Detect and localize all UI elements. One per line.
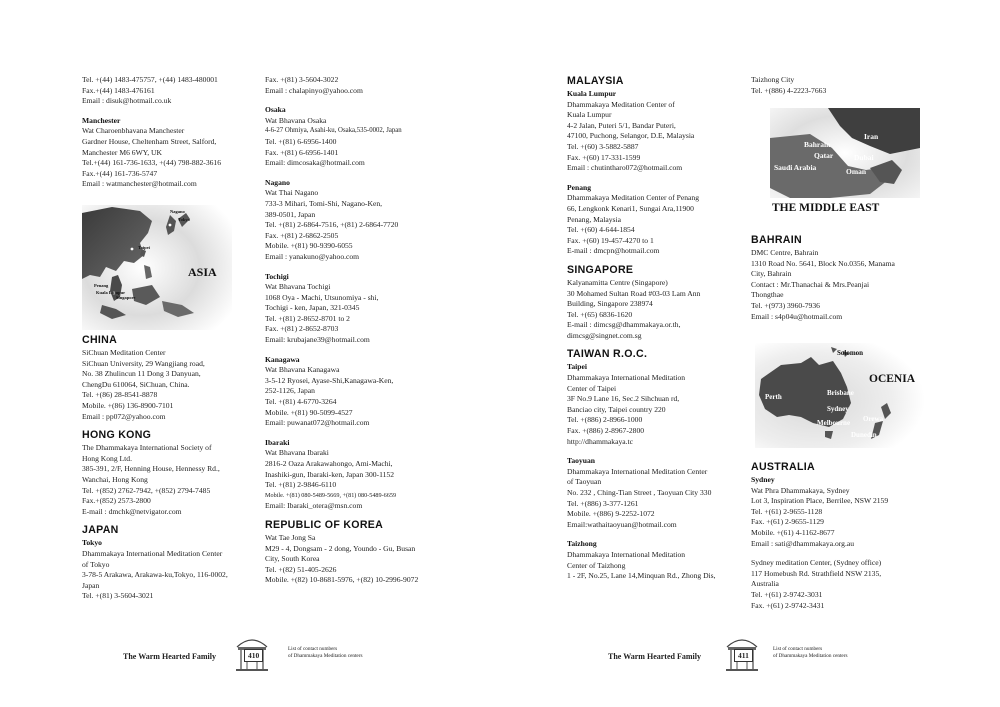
text-line: Tel. +(81) 2-9846-6110 <box>265 480 337 490</box>
column-4-bahrain <box>751 227 926 322</box>
country-heading: TAIWAN R.O.C. <box>567 348 648 361</box>
footer-right <box>605 633 905 673</box>
oceania-region-label: OCENIA <box>869 373 916 385</box>
text-line: Gardner House, Cheltenham Street, Salford, <box>82 136 217 146</box>
footer-title: The Warm Hearted Family <box>608 652 701 661</box>
asia-place-label: Singapore <box>116 295 136 300</box>
text-line: DMC Centre, Bahrain <box>751 248 819 257</box>
city-subheading: Sydney <box>751 475 775 484</box>
text-line: Fax.+(44) 1483-476161 <box>82 85 155 95</box>
text-line: Center of Taipei <box>567 383 617 393</box>
text-line: Fax.+(852) 2573-2800 <box>82 496 151 506</box>
text-line: Mobile. +(81) 90-5099-4527 <box>265 407 353 417</box>
me-place-label: Iran <box>864 132 879 141</box>
text-line: Tel. +(81) 3-5604-3021 <box>82 591 154 601</box>
city-subheading: Taipei <box>567 362 587 372</box>
text-line: Mobile. +(886) 9-2252-1072 <box>567 509 655 519</box>
text-line: Contact : Mr.Thanachai & Mrs.Peanjai <box>751 279 870 289</box>
asia-place-label: Kuala Lumpur <box>96 290 126 295</box>
column-2 <box>265 75 440 586</box>
text-line: Wanchai, Hong Kong <box>82 474 148 484</box>
text-line: 3F No.9 Lane 16, Sec.2 Sihchuan rd, <box>567 394 680 404</box>
text-line: Email: dimcosaka@hotmail.com <box>265 158 365 168</box>
country-heading: SINGAPORE <box>567 263 634 276</box>
city-subheading: Osaka <box>265 105 286 115</box>
text-line: 1 - 2F, No.25, Lane 14,Minquan Rd., Zhong Dis, <box>567 571 716 581</box>
city-subheading: Kuala Lumpur <box>567 89 617 98</box>
city-subheading: Ibaraki <box>265 437 290 447</box>
me-place-label: Oman <box>846 167 867 176</box>
text-line: SiChuan Meditation Center <box>82 348 166 357</box>
text-line: of Taoyuan <box>567 477 602 487</box>
text-line: Tel. +(65) 6836-1620 <box>567 309 633 319</box>
text-line: Mobile. +(82) 10-8681-5976, +(82) 10-2996-9072 <box>265 575 419 585</box>
text-line: Wat Bhavana Ibaraki <box>265 448 329 458</box>
text-line: Email:wathaitaoyuan@hotmail.com <box>567 519 677 529</box>
text-line: ChengDu 610064, SiChuan, China. <box>82 379 190 389</box>
text-line: Email: Ibaraki_otera@msn.com <box>265 501 363 511</box>
text-line: 2816-2 Oaza Arakawahongo, Ami-Machi, <box>265 459 393 468</box>
text-line: E-mail : dimcsg@dhammakaya.or.th, <box>567 320 681 330</box>
footer-note-line2: of Dhammakaya Meditation centers <box>773 653 848 659</box>
text-line: Japan <box>82 580 100 590</box>
page-number: 411 <box>734 649 753 662</box>
text-line: Tel. +(60) 4-644-1854 <box>567 225 635 235</box>
text-line: Email: puwanat072@hotmail.com <box>265 418 370 428</box>
text-line: Tel. +(81) 2-6864-7516, +(81) 2-6864-7720 <box>265 220 399 230</box>
text-line: Tel. +(60) 3-5882-5887 <box>567 141 639 151</box>
text-line: Email : yanakuno@yahoo.com <box>265 251 360 261</box>
text-line: 4-6-27 Ohmiya, Asahi-ku, Osaka,535-0002, Japan <box>265 127 402 135</box>
text-line: Dhammakaya International Meditation <box>567 549 686 559</box>
ibaraki-section <box>265 438 440 512</box>
footer-note-line1: List of contact numbers <box>773 646 823 652</box>
oceania-place-label: Brisbane <box>827 389 854 397</box>
text-line: Building, Singapore 238974 <box>567 299 653 309</box>
uk-contact <box>82 75 252 107</box>
text-line: Hong Kong Ltd. <box>82 453 132 463</box>
text-line: Tel.+(44) 161-736-1633, +(44) 798-882-3616 <box>82 158 222 168</box>
nagano-section <box>265 178 440 263</box>
text-line: Wat Thai Nagano <box>265 188 319 198</box>
text-line: Wat Bhavana Tochigi <box>265 282 331 292</box>
asia-place-label: Penang <box>94 283 109 288</box>
text-line: E-mail : dmchk@netvigator.com <box>82 506 182 516</box>
me-region-label: THE MIDDLE EAST <box>772 202 880 214</box>
text-line: SiChuan University, 29 Wangjiang road, <box>82 358 205 368</box>
text-line: E-mail : dmcpn@hotmail.com <box>567 246 660 256</box>
text-line: 30 Mohamed Sultan Road #03-03 Lam Ann <box>567 288 701 298</box>
text-line: 117 Homebush Rd. Strathfield NSW 2135, <box>751 568 882 578</box>
country-heading: REPUBLIC OF KOREA <box>265 518 384 531</box>
text-line: Fax. +(61) 2-9742-3431 <box>751 600 825 610</box>
column-1 <box>82 75 252 190</box>
text-line: 733-3 Mihari, Tomi-Shi, Nagano-Ken, <box>265 198 383 208</box>
text-line: Tel. +(886) 3-377-1261 <box>567 498 639 508</box>
text-line: Fax. +(81) 6-6956-1401 <box>265 147 339 157</box>
text-line: Wat Bhavana Osaka <box>265 115 327 125</box>
text-line: Fax. +(61) 2-9655-1129 <box>751 517 824 527</box>
text-line: Tel. +(82) 51-405-2626 <box>265 564 337 574</box>
me-place-label: Qatar <box>814 151 834 160</box>
text-line: 1068 Oya - Machi, Utsunomiya - shi, <box>265 292 379 302</box>
text-line: Email : s4p04u@hotmail.com <box>751 311 843 321</box>
text-line: Dhammakaya International Meditation Center <box>82 548 223 558</box>
country-heading: JAPAN <box>82 524 119 537</box>
kanagawa-section <box>265 355 440 429</box>
text-line: Wat Charoenbhavana Manchester <box>82 126 185 136</box>
text-line: Mobile. +(61) 4-1162-8677 <box>751 527 835 537</box>
city-subheading: Tochigi <box>265 271 289 281</box>
text-line: Tel. +(44) 1483-475757, +(44) 1483-480001 <box>82 75 218 84</box>
text-line: Wat Tae Jong Sa <box>265 532 316 542</box>
text-line: 66, Lengkonk Kenari1, Sungai Ara,11900 <box>567 203 694 213</box>
oceania-place-label: Dunedin <box>851 431 877 439</box>
text-line: Dhammakaya International Meditation Center <box>567 466 708 476</box>
column-3 <box>567 68 742 582</box>
asia-region-label: ASIA <box>188 265 217 279</box>
text-line: 3-5-12 Ryosei, Ayase-Shi,Kanagawa-Ken, <box>265 375 394 385</box>
text-line: Manchester M6 6WY, UK <box>82 147 163 157</box>
text-line: Wat Phra Dhammakaya, Sydney <box>751 485 850 495</box>
text-line: Penang, Malaysia <box>567 214 621 224</box>
text-line: No. 38 Zhulincun 11 Dong 3 Danyuan, <box>82 369 201 379</box>
country-heading: HONG KONG <box>82 429 152 442</box>
text-line: Tel. +(886) 4-2223-7663 <box>751 85 827 95</box>
text-line: Australia <box>751 579 779 589</box>
me-place-label: Saudi Arabia <box>774 163 817 172</box>
column-4-australia <box>751 454 926 611</box>
footer-note-line2: of Dhammakaya Meditation centers <box>288 653 363 659</box>
oceania-map <box>755 343 925 448</box>
text-line: Tel. +(61) 2-9655-1128 <box>751 506 823 516</box>
middle-east-map <box>770 108 920 220</box>
text-line: City, South Korea <box>265 554 320 564</box>
text-line: Tel. +(81) 4-6770-3264 <box>265 397 337 407</box>
oceania-place-label: Sydney <box>827 405 849 413</box>
me-place-label: Dubai <box>854 153 874 162</box>
text-line: The Dhammakaya International Society of <box>82 443 212 453</box>
footer-left <box>120 633 420 673</box>
text-line: Kalyanamitta Centre (Singapore) <box>567 277 668 287</box>
singapore-section <box>567 264 742 342</box>
text-line: Tel. +(61) 2-9742-3031 <box>751 589 823 599</box>
country-heading: MALAYSIA <box>567 75 624 87</box>
text-line: Wat Bhavana Kanagawa <box>265 365 340 375</box>
manchester-contact <box>82 116 252 190</box>
text-line: http://dhammakaya.tc <box>567 436 634 446</box>
text-line: Thongthae <box>751 290 784 300</box>
osaka-section <box>265 105 440 169</box>
text-line: Fax.+(44) 161-736-5747 <box>82 168 158 178</box>
oceania-place-label: Solomon <box>837 349 864 357</box>
text-line: Fax. +(81) 2-6862-2505 <box>265 230 339 240</box>
text-line: Lot 3, Inspiration Place, Berrilee, NSW 2159 <box>751 496 889 506</box>
text-line: Tel. +(86) 28-8541-8878 <box>82 390 158 400</box>
middle-east-map-graphic <box>770 108 920 198</box>
text-line: Email : pp072@yahoo.com <box>82 411 166 421</box>
text-line: Mobile. +(86) 136-8900-7101 <box>82 400 174 410</box>
column-4 <box>751 75 926 96</box>
text-line: Dhammakaya International Meditation <box>567 373 686 383</box>
city-subheading: Penang <box>567 182 592 192</box>
text-line: Email : chutintharo072@hotmail.com <box>567 163 683 173</box>
asia-map <box>82 205 232 330</box>
oceania-place-label: Melbourne <box>817 419 851 427</box>
text-line: 389-0501, Japan <box>265 209 316 219</box>
asia-place-label: Tokyo <box>178 217 190 222</box>
text-line: Kuala Lumpur <box>567 110 612 120</box>
text-line: Fax. +(81) 3-5604-3022 <box>265 75 339 84</box>
city-subheading: Taoyuan <box>567 456 596 466</box>
me-place-label: Bahrain <box>804 140 831 149</box>
oceania-place-label: Perth <box>765 393 782 401</box>
text-line: Sydney meditation Center, (Sydney office) <box>751 558 882 568</box>
text-line: Email: krubajane39@hotmail.com <box>265 335 370 345</box>
country-heading: CHINA <box>82 334 118 346</box>
text-line: Email : sati@dhammakaya.org.au <box>751 538 855 548</box>
text-line: Email : disuk@hotmail.co.uk <box>82 96 172 106</box>
text-line: Center of Taizhong <box>567 560 626 570</box>
text-line: Tel. +(81) 6-6956-1400 <box>265 136 337 146</box>
text-line: 4-2 Jalan, Puteri 5/1, Bandar Puteri, <box>567 120 676 130</box>
korea-section <box>265 519 440 586</box>
text-line: Dhammakaya Meditation Center of Penang <box>567 193 700 203</box>
city-subheading: Manchester <box>82 115 121 125</box>
text-line: Taizhong City <box>751 75 795 84</box>
oceania-place-label: Orewa <box>863 415 884 423</box>
country-heading: AUSTRALIA <box>751 461 815 473</box>
text-line: dimcsg@singnet.com.sg <box>567 330 642 340</box>
text-line: No. 232 , Ching-Tian Street , Taoyuan City 330 <box>567 488 712 497</box>
text-line: Dhammakaya Meditation Center of <box>567 99 675 109</box>
text-line: Fax. +(886) 2-8967-2800 <box>567 426 645 436</box>
tochigi-section <box>265 272 440 346</box>
text-line: Tel. +(852) 2762-7942, +(852) 2794-7485 <box>82 485 211 495</box>
text-line: Mobile. +(81) 90-9390-6055 <box>265 241 353 251</box>
taiwan-section <box>567 348 742 581</box>
text-line: 3-78-5 Arakawa, Arakawa-ku,Tokyo, 116-0002, <box>82 570 228 580</box>
city-subheading: Tokyo <box>82 538 102 548</box>
asia-place-label: Taipei <box>138 245 150 250</box>
footer-title: The Warm Hearted Family <box>123 652 216 661</box>
text-line: Inashiki-gun, Ibaraki-ken, Japan 300-1152 <box>265 469 394 479</box>
text-line: 252-1126, Japan <box>265 386 315 396</box>
text-line: Tel. +(973) 3960-7936 <box>751 300 820 310</box>
city-subheading: Taizhong <box>567 539 597 549</box>
city-subheading: Nagano <box>265 177 290 187</box>
malaysia-section <box>567 75 742 257</box>
text-line: Mobile. +(81) 080-5489-5669, +(81) 080-5489-6659 <box>265 491 397 499</box>
hongkong-section <box>82 429 257 517</box>
text-line: M29 - 4, Dongsam - 2 dong, Youndo - Gu, Busan <box>265 543 416 553</box>
text-line: City, Bahrain <box>751 269 792 279</box>
country-heading: BAHRAIN <box>751 234 802 246</box>
text-line: Email : watmanchester@hotmail.com <box>82 179 197 189</box>
text-line: Fax. +(60) 19-457-4270 to 1 <box>567 235 654 245</box>
text-line: Banciao city, Taipei country 220 <box>567 404 666 414</box>
text-line: 1310 Road No. 5641, Block No.0356, Manama <box>751 258 895 268</box>
japan-section <box>82 524 257 602</box>
text-line: 47100, Puchong, Selangor, D.E, Malaysia <box>567 131 695 141</box>
text-line: Tel. +(81) 2-8652-8701 to 2 <box>265 313 350 323</box>
text-line: 385-391, 2/F, Henning House, Hennessy Rd., <box>82 464 220 474</box>
text-line: of Tokyo <box>82 559 110 569</box>
text-line: Fax. +(60) 17-331-1599 <box>567 152 641 162</box>
asia-place-label: Nagano <box>170 209 185 214</box>
text-line: Fax. +(81) 2-8652-8703 <box>265 324 339 334</box>
city-subheading: Kanagawa <box>265 354 300 364</box>
text-line: Tochigi - ken, Japan, 321-0345 <box>265 303 360 313</box>
china-section <box>82 334 257 422</box>
text-line: Email : chalapinyo@yahoo.com <box>265 85 363 95</box>
footer-note-line1: List of contact numbers <box>288 646 338 652</box>
column-1-lower <box>82 327 257 602</box>
page-number: 410 <box>244 649 263 662</box>
text-line: Tel. +(886) 2-8966-1000 <box>567 415 643 425</box>
